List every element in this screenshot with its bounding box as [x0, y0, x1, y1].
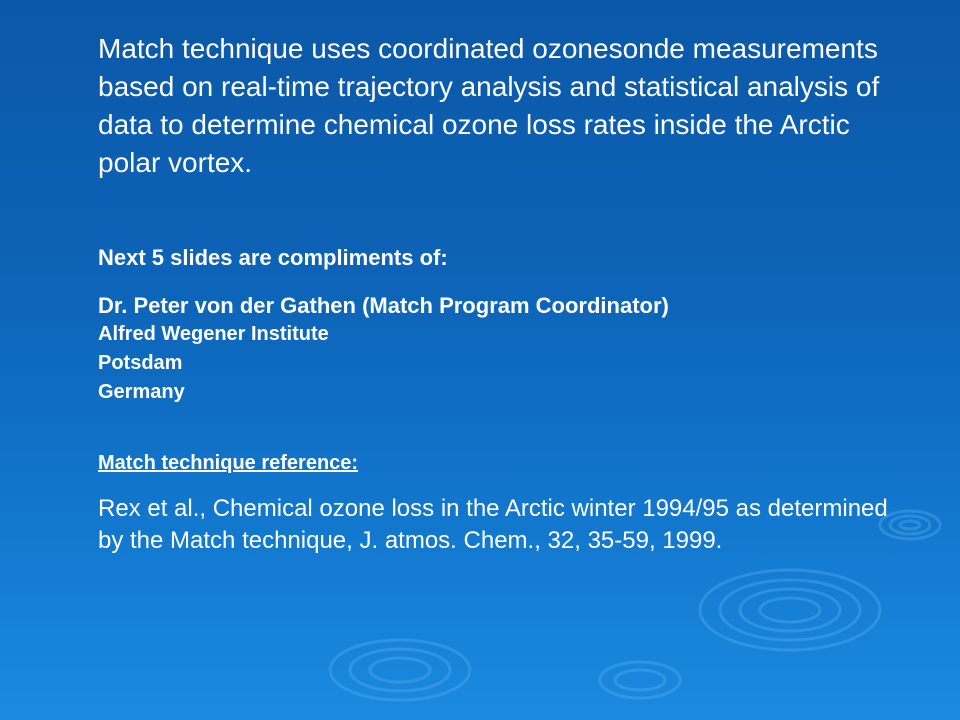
intro-paragraph: Match technique uses coordinated ozonesonde measurements based on real-time trajectory analysis and statistical analysis of data to determine chemical ozone loss rates inside the Arctic polar vortex. — [98, 33, 880, 178]
credits-heading: Next 5 slides are compliments of: — [98, 245, 448, 270]
slide-content — [98, 30, 898, 557]
coordinator-name: Dr. Peter von der Gathen (Match Program Coordinator) — [98, 293, 669, 318]
reference-citation: Rex et al., Chemical ozone loss in the Arctic winter 1994/95 as determined by the Match technique, J. atmos. Chem., 32, 35-59, 1999. — [98, 495, 888, 554]
city-name: Potsdam — [98, 352, 183, 374]
reference-heading: Match technique reference: — [98, 452, 359, 474]
country-name: Germany — [98, 381, 185, 403]
institute-name: Alfred Wegener Institute — [98, 323, 329, 345]
